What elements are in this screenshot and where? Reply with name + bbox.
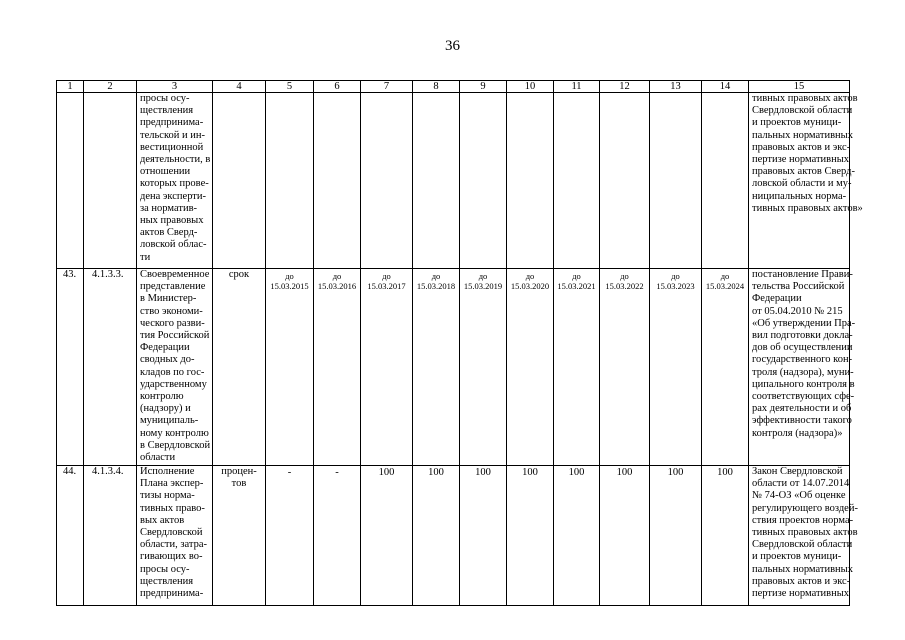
column-number: 7	[361, 81, 413, 93]
target-value: до 15.03.2021	[554, 269, 600, 466]
column-number: 13	[650, 81, 702, 93]
row-number	[57, 93, 84, 269]
column-number: 5	[266, 81, 314, 93]
indicator-code	[84, 93, 137, 269]
column-number: 15	[749, 81, 850, 93]
target-value: до 15.03.2019	[460, 269, 507, 466]
column-number: 14	[702, 81, 749, 93]
legal-basis: Закон Свердловской области от 14.07.2014 № 74-ОЗ «Об оценке регулирующего воздей- ствия проектов норма- тивных правовых актов Свердловской области и проектов муници- пальных нормативных правовых актов и экс- пертизе нормативных	[749, 466, 850, 606]
column-number: 10	[507, 81, 554, 93]
indicator-code: 4.1.3.3.	[84, 269, 137, 466]
target-value: 100	[413, 466, 460, 606]
target-value: 100	[507, 466, 554, 606]
target-value	[361, 93, 413, 269]
target-value	[554, 93, 600, 269]
target-value: до 15.03.2016	[314, 269, 361, 466]
unit-of-measure: процен- тов	[213, 466, 266, 606]
target-value: до 15.03.2024	[702, 269, 749, 466]
indicators-table	[56, 80, 863, 606]
target-value: до 15.03.2023	[650, 269, 702, 466]
target-value: до 15.03.2022	[600, 269, 650, 466]
column-number: 1	[57, 81, 84, 93]
target-value	[702, 93, 749, 269]
column-number: 2	[84, 81, 137, 93]
legal-basis: постановление Прави- тельства Российской Федерации от 05.04.2010 № 215 «Об утверждении Пра- вил подготовки докла- дов об осуществлении государственного кон- троля (надзора), муни- ципального контроля в соответствующих сфе- рах деятельности и об эффективности такого контроля (надзора)»	[749, 269, 850, 466]
target-value: -	[266, 466, 314, 606]
column-number: 8	[413, 81, 460, 93]
target-value: 100	[361, 466, 413, 606]
table-row	[57, 93, 850, 269]
column-number: 3	[137, 81, 213, 93]
target-value: до 15.03.2017	[361, 269, 413, 466]
target-value	[460, 93, 507, 269]
target-value: до 15.03.2018	[413, 269, 460, 466]
unit-of-measure: срок	[213, 269, 266, 466]
column-number: 4	[213, 81, 266, 93]
column-number-row	[57, 81, 850, 93]
target-value: 100	[702, 466, 749, 606]
target-value: 100	[554, 466, 600, 606]
target-value: -	[314, 466, 361, 606]
target-value	[650, 93, 702, 269]
legal-basis: тивных правовых актов Свердловской области и проектов муници- пальных нормативных правовых актов и экс- пертизе нормативных правовых актов Сверд- ловской области и му- ниципальных норма- тивных правовых актов»	[749, 93, 850, 269]
table-row	[57, 466, 850, 606]
column-number: 6	[314, 81, 361, 93]
target-value	[266, 93, 314, 269]
indicator-name: Своевременное представление в Министер- ство экономи- ческого разви- тия Российской Федерации сводных до- кладов по гос- ударственному контролю (надзору) и муниципаль- ному контролю в Свердловской области	[137, 269, 213, 466]
column-number: 11	[554, 81, 600, 93]
column-number: 12	[600, 81, 650, 93]
column-number: 9	[460, 81, 507, 93]
target-value	[600, 93, 650, 269]
row-number: 43.	[57, 269, 84, 466]
row-number: 44.	[57, 466, 84, 606]
page-number: 36	[445, 38, 460, 54]
indicator-name: Исполнение Плана экспер- тизы норма- тивных право- вых актов Свердловской области, затра- гивающих во- просы осу- ществления предпринима-	[137, 466, 213, 606]
table-row	[57, 269, 850, 466]
target-value: до 15.03.2015	[266, 269, 314, 466]
target-value: 100	[460, 466, 507, 606]
unit-of-measure	[213, 93, 266, 269]
indicator-name: просы осу- ществления предпринима- тельской и ин- вестиционной деятельности, в отношении которых прове- дена эксперти- за норматив- ных правовых актов Сверд- ловской облас- ти	[137, 93, 213, 269]
target-value: 100	[600, 466, 650, 606]
target-value: 100	[650, 466, 702, 606]
target-value	[507, 93, 554, 269]
target-value: до 15.03.2020	[507, 269, 554, 466]
target-value	[314, 93, 361, 269]
indicator-code: 4.1.3.4.	[84, 466, 137, 606]
target-value	[413, 93, 460, 269]
